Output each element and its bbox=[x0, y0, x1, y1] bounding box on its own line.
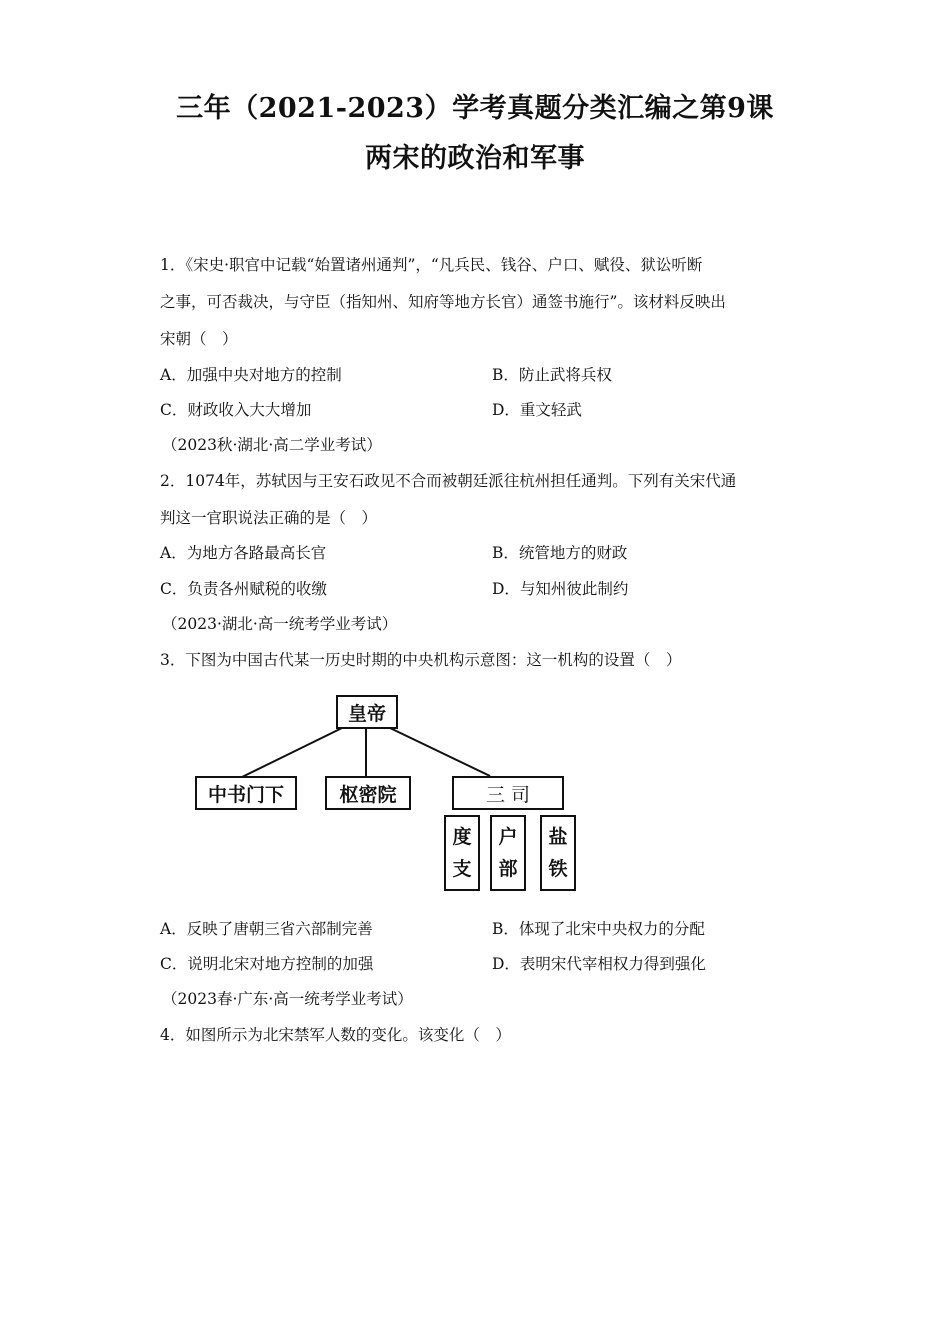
sansi-box: 三 司 bbox=[452, 776, 564, 810]
q3-source: （2023春·广东·高一统考学业考试） bbox=[162, 990, 413, 1008]
q1-stem-line-2: 之事，可否裁决，与守臣（指知州、知府等地方长官）通签书施行”。该材料反映出 bbox=[160, 293, 726, 311]
q1-option-d[interactable]: D．重文轻武 bbox=[492, 401, 582, 419]
q3-option-d[interactable]: D．表明宋代宰相权力得到强化 bbox=[492, 955, 706, 973]
yantie-char-1: 盐 bbox=[548, 826, 568, 848]
q1-stem-line-3: 宋朝（ ） bbox=[160, 330, 238, 348]
yantie-box bbox=[540, 815, 576, 891]
document-title-line-1: 三年（2021-2023）学考真题分类汇编之第9课 bbox=[176, 93, 774, 124]
q3-option-b[interactable]: B．体现了北宋中央权力的分配 bbox=[492, 920, 705, 938]
hubu-char-2: 部 bbox=[498, 858, 518, 880]
q3-option-c[interactable]: C．说明北宋对地方控制的加强 bbox=[160, 955, 374, 973]
q1-option-a[interactable]: A．加强中央对地方的控制 bbox=[160, 366, 342, 384]
q3-option-a[interactable]: A．反映了唐朝三省六部制完善 bbox=[160, 920, 373, 938]
q1-option-c[interactable]: C．财政收入大大增加 bbox=[160, 401, 312, 419]
q1-option-b[interactable]: B．防止武将兵权 bbox=[492, 366, 612, 384]
duzhi-char-2: 支 bbox=[452, 858, 472, 880]
q2-stem-line-1: 2．1074年，苏轼因与王安石政见不合而被朝廷派往杭州担任通判。下列有关宋代通 bbox=[160, 472, 737, 490]
q2-option-a[interactable]: A．为地方各路最高长官 bbox=[160, 544, 327, 562]
zhongshu-menxia-box: 中书门下 bbox=[195, 776, 297, 810]
hubu-char-1: 户 bbox=[498, 826, 518, 848]
q3-stem-line-1: 3．下图为中国古代某一历史时期的中央机构示意图：这一机构的设置（ ） bbox=[160, 651, 682, 669]
emperor-box: 皇帝 bbox=[336, 695, 398, 729]
duzhi-char-1: 度 bbox=[452, 826, 472, 848]
q1-source: （2023秋·湖北·高二学业考试） bbox=[162, 436, 382, 454]
duzhi-box bbox=[444, 815, 480, 891]
document-title-line-2: 两宋的政治和军事 bbox=[365, 143, 585, 174]
hubu-box bbox=[490, 815, 526, 891]
central-government-diagram bbox=[190, 690, 590, 895]
q4-stem-line-1: 4．如图所示为北宋禁军人数的变化。该变化（ ） bbox=[160, 1026, 511, 1044]
shumiyuan-box: 枢密院 bbox=[325, 776, 411, 810]
q2-option-b[interactable]: B．统管地方的财政 bbox=[492, 544, 628, 562]
q1-stem-line-1: 1．《宋史·职官中记载“始置诸州通判”，“凡兵民、钱谷、户口、赋役、狱讼听断 bbox=[160, 256, 703, 274]
q2-option-d[interactable]: D．与知州彼此制约 bbox=[492, 580, 629, 598]
q2-source: （2023·湖北·高一统考学业考试） bbox=[162, 615, 398, 633]
yantie-char-2: 铁 bbox=[548, 858, 568, 880]
q2-option-c[interactable]: C．负责各州赋税的收缴 bbox=[160, 580, 327, 598]
q2-stem-line-2: 判这一官职说法正确的是（ ） bbox=[160, 509, 378, 527]
